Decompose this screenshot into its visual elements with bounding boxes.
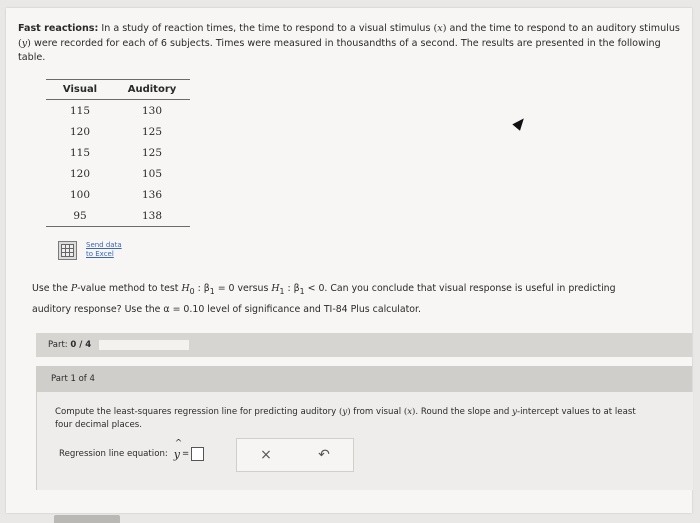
undo-button[interactable]: ↶ [318,447,330,463]
question-text: Use the [32,283,71,294]
table-cell: 125 [141,146,163,159]
table-row [46,121,190,142]
answer-tools [236,438,354,472]
subscript: 1 [279,286,285,296]
table-row [46,142,190,163]
question-text-line-2: auditory response? Use the α = 0.10 level of significance and TI-84 Plus calculator. [32,303,422,315]
part-header-label: Part 1 of 4 [51,374,95,384]
progress-track [99,340,189,350]
part-progress-label [48,340,91,350]
x-variable: x [407,407,413,417]
question-text: : β [194,283,210,294]
table-cell: 120 [69,125,91,138]
subscript: 0 [189,286,195,296]
regression-equation-row [59,447,204,461]
y-variable: y [342,407,348,417]
table-cell: 120 [69,167,91,180]
send-data-link[interactable] [86,241,122,259]
intro-text-1: In a study of reaction times, the time to respond to a visual stimulus [98,23,434,34]
column-header-visual: Visual [46,80,114,100]
table-cell: 100 [69,188,91,201]
table-row [46,100,190,122]
equation-label: Regression line equation: [59,449,168,459]
part-instruction: Compute the least-squares regression line for predicting auditory (y) from visual (x). Round the slope and y-intercept values to at least four decimal places. [55,407,636,430]
intro-text-2: and the time to respond to an auditory stimulus [446,23,680,34]
hypothesis-question [32,280,677,319]
table-row [46,205,190,227]
alt-hypothesis-symbol: H [271,283,280,294]
problem-intro: Fast reactions: In a study of reaction times, the time to respond to a visual stimulus (x) and the time to respond to an auditory stimulus (y) were recorded for each of 6 subjects. Times were measured in thousandths of a second. The results are presented in the following table. [18,23,680,63]
table-cell: 136 [141,188,163,201]
part-header [36,366,692,392]
instruction-text: -intercept values to at least four decimal places. [55,407,636,430]
part-label: Part: [48,340,68,350]
subscript: 1 [209,286,215,296]
reaction-time-table [46,79,190,227]
table-cell: 125 [141,125,163,138]
answer-input-box[interactable] [191,447,204,461]
problem-page [6,8,692,513]
equals-sign: = [182,449,190,459]
instruction-text: Compute the least-squares regression line for predicting auditory [55,407,339,417]
clear-button[interactable]: × [260,447,272,463]
intro-text-3: were recorded for each of 6 subjects. Times were measured in thousandths of a second. The results are presented in the following table. [18,37,661,63]
subscript: 1 [299,286,305,296]
y-hat-symbol: ^ y [174,448,180,461]
y-variable: y [512,407,517,417]
intro-lead: Fast reactions: [18,23,99,34]
y-variable: y [21,37,28,49]
send-data-line-1[interactable]: Send data [86,241,122,249]
table-row [46,184,190,205]
question-text: : β [284,283,300,294]
null-hypothesis-symbol: H [181,283,190,294]
spreadsheet-icon[interactable] [58,241,77,260]
table-cell: 138 [114,205,190,227]
part-progress-bar [36,333,692,357]
table-cell: 130 [141,104,163,117]
table-cell: 105 [141,167,163,180]
p-symbol: P [70,283,78,294]
instruction-text: . Round the slope and [415,407,513,417]
table-cell: 115 [69,104,91,117]
x-variable: x [437,23,443,34]
send-data-line-2[interactable]: to Excel [86,250,114,258]
bottom-tab[interactable] [54,515,120,523]
question-text: = 0 versus [214,283,272,294]
instruction-text: from visual [350,407,404,417]
part-body [36,392,693,490]
table-cell: 115 [69,146,91,159]
send-to-excel[interactable] [58,241,122,260]
question-text: -value method to test [77,283,182,294]
part-count: 0 / 4 [70,340,92,350]
table-row [46,163,190,184]
table-cell: 95 [46,205,114,227]
table-header-row [46,80,190,100]
column-header-auditory: Auditory [114,80,190,100]
question-text: < 0. Can you conclude that visual response is useful in predicting [304,283,616,294]
